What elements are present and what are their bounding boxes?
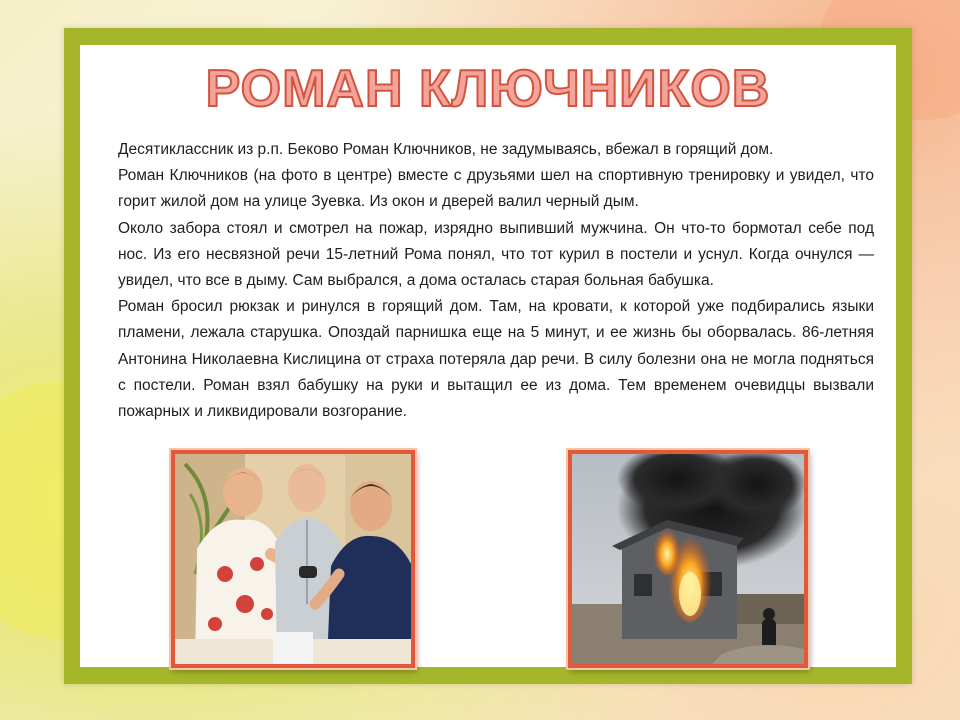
- photo-three-boys: [171, 450, 415, 668]
- slide-title: РОМАН КЛЮЧНИКОВ: [205, 60, 771, 118]
- photo-burning-house: [568, 450, 808, 668]
- paragraph: Роман Ключников (на фото в центре) вместе с друзьями шел на спортивную тренировку и увидел, что горит жилой дом на улице Зуевка. Из окон и дверей валил черный дым.: [118, 167, 874, 211]
- paragraph: Роман бросил рюкзак и ринулся в горящий дом. Там, на кровати, к которой уже подбирались языки пламени, лежала старушка. Опоздай парнишка еще на 5 минут, и ее жизнь бы оборвалась. 86-летняя Антонина Николаевна Кислицина от страха потеряла дар речи. В силу болезни она не могла подняться с постели. Роман взял бабушку на руки и вытащил ее из дома. Тем временем очевидцы вызвали пожарных и ликвидировали возгорание.: [118, 298, 874, 421]
- paragraph: Около забора стоял и смотрел на пожар, изрядно выпивший мужчина. Он что-то бормотал себе под нос. Из его несвязной речи 15-летний Рома понял, что тот курил в постели и уснул. Когда очнулся — увидел, что все в дыму. Сам выбрался, а дома осталась старая больная бабушка.: [118, 219, 874, 290]
- slide-panel: [80, 45, 896, 667]
- slide-body: [118, 137, 874, 425]
- boys-photo-illustration: [175, 454, 411, 664]
- slide-frame: [64, 28, 912, 684]
- fire-photo-illustration: [572, 454, 804, 664]
- paragraph: Десятиклассник из р.п. Беково Роман Ключников, не задумываясь, вбежал в горящий дом.: [118, 141, 774, 158]
